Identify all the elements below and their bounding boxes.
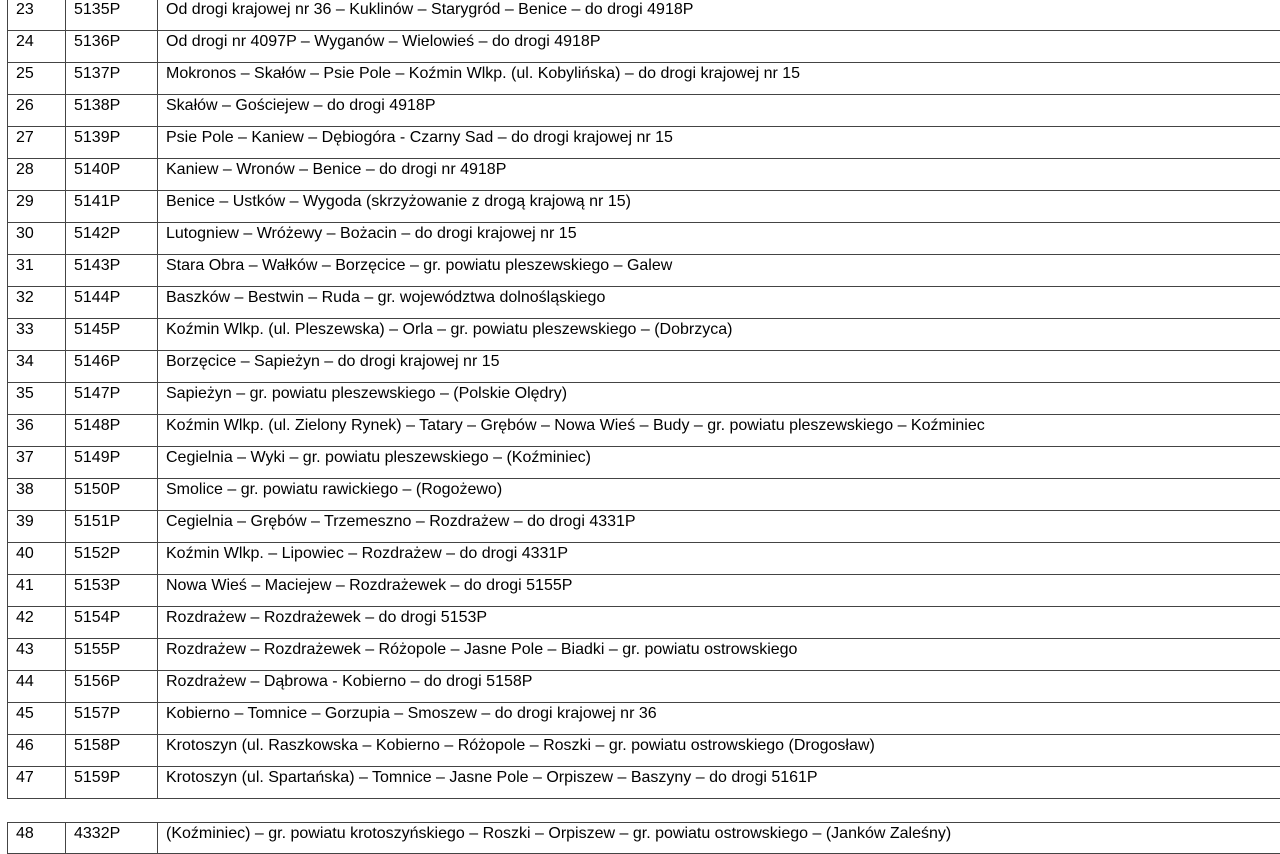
road-code: 5148P xyxy=(74,417,121,434)
road-route: Nowa Wieś – Maciejew – Rozdrażewek – do drogi 5155P xyxy=(166,577,573,594)
row-number-cell xyxy=(8,0,66,31)
road-code-cell xyxy=(66,703,158,735)
table-row xyxy=(8,607,1280,639)
road-route: Rozdrażew – Dąbrowa - Kobierno – do drogi 5158P xyxy=(166,673,533,690)
table-row xyxy=(8,671,1280,703)
row-number-cell xyxy=(8,127,66,159)
road-route-cell xyxy=(158,479,1280,511)
row-number-cell xyxy=(8,823,66,854)
table-row xyxy=(8,575,1280,607)
road-route-cell xyxy=(158,415,1280,447)
row-number-cell xyxy=(8,511,66,543)
road-code-cell xyxy=(66,255,158,287)
road-route: Skałów – Gościejew – do drogi 4918P xyxy=(166,97,436,114)
road-route-cell xyxy=(158,95,1280,127)
road-route: Koźmin Wlkp. – Lipowiec – Rozdrażew – do drogi 4331P xyxy=(166,545,568,562)
row-number-cell xyxy=(8,191,66,223)
road-route-cell xyxy=(158,63,1280,95)
road-route: Kobierno – Tomnice – Gorzupia – Smoszew – do drogi krajowej nr 36 xyxy=(166,705,657,722)
road-code-cell xyxy=(66,415,158,447)
road-code: 5146P xyxy=(74,353,121,370)
table-row xyxy=(8,351,1280,383)
row-number-cell xyxy=(8,383,66,415)
row-number: 48 xyxy=(16,825,34,842)
table-row xyxy=(8,543,1280,575)
road-code-cell xyxy=(66,511,158,543)
road-code: 5144P xyxy=(74,289,121,306)
road-code: 5157P xyxy=(74,705,121,722)
row-number: 24 xyxy=(16,33,34,50)
road-route: Krotoszyn (ul. Spartańska) – Tomnice – Jasne Pole – Orpiszew – Baszyny – do drogi 5161P xyxy=(166,769,818,786)
row-number: 40 xyxy=(16,545,34,562)
road-code-cell xyxy=(66,0,158,31)
road-code-cell xyxy=(66,575,158,607)
row-number: 26 xyxy=(16,97,34,114)
table-row xyxy=(8,383,1280,415)
row-number-cell xyxy=(8,607,66,639)
road-route: Psie Pole – Kaniew – Dębiogóra - Czarny Sad – do drogi krajowej nr 15 xyxy=(166,129,673,146)
road-route: Krotoszyn (ul. Raszkowska – Kobierno – Różopole – Roszki – gr. powiatu ostrowskiego (Drogosław) xyxy=(166,737,875,754)
road-code-cell xyxy=(66,127,158,159)
road-code-cell xyxy=(66,383,158,415)
row-number: 27 xyxy=(16,129,34,146)
road-route-cell xyxy=(158,543,1280,575)
row-number-cell xyxy=(8,543,66,575)
row-number-cell xyxy=(8,639,66,671)
road-route: Benice – Ustków – Wygoda (skrzyżowanie z drogą krajową nr 15) xyxy=(166,193,631,210)
road-code: 4332P xyxy=(74,825,121,842)
table-row xyxy=(8,479,1280,511)
row-number: 43 xyxy=(16,641,34,658)
road-route-cell xyxy=(158,287,1280,319)
row-number-cell xyxy=(8,31,66,63)
road-code: 5151P xyxy=(74,513,121,530)
row-number: 35 xyxy=(16,385,34,402)
table-row xyxy=(8,63,1280,95)
road-code: 5142P xyxy=(74,225,121,242)
road-code-cell xyxy=(66,351,158,383)
roads-table xyxy=(7,0,1280,799)
road-code: 5138P xyxy=(74,97,121,114)
road-route-cell xyxy=(158,703,1280,735)
row-number: 41 xyxy=(16,577,34,594)
row-number-cell xyxy=(8,767,66,799)
road-route-cell xyxy=(158,223,1280,255)
table-row xyxy=(8,95,1280,127)
road-route: Koźmin Wlkp. (ul. Zielony Rynek) – Tatary – Grębów – Nowa Wieś – Budy – gr. powiatu pleszewskiego – Koźminiec xyxy=(166,417,985,434)
table-row xyxy=(8,823,1280,854)
row-number-cell xyxy=(8,575,66,607)
road-route-cell xyxy=(158,671,1280,703)
row-number-cell xyxy=(8,671,66,703)
row-number-cell xyxy=(8,415,66,447)
row-number: 30 xyxy=(16,225,34,242)
road-code: 5137P xyxy=(74,65,121,82)
table-row xyxy=(8,287,1280,319)
road-route-cell xyxy=(158,767,1280,799)
row-number: 39 xyxy=(16,513,34,530)
table-row xyxy=(8,255,1280,287)
table-row xyxy=(8,511,1280,543)
road-route-cell xyxy=(158,127,1280,159)
row-number-cell xyxy=(8,255,66,287)
road-code-cell xyxy=(66,671,158,703)
road-code: 5143P xyxy=(74,257,121,274)
road-code: 5136P xyxy=(74,33,121,50)
road-code-cell xyxy=(66,319,158,351)
road-code-cell xyxy=(66,639,158,671)
road-route-cell xyxy=(158,639,1280,671)
road-code-cell xyxy=(66,159,158,191)
row-number: 38 xyxy=(16,481,34,498)
row-number-cell xyxy=(8,479,66,511)
road-code-cell xyxy=(66,95,158,127)
road-route-cell xyxy=(158,575,1280,607)
road-route-cell xyxy=(158,0,1280,31)
road-route-cell xyxy=(158,511,1280,543)
row-number: 25 xyxy=(16,65,34,82)
row-number: 47 xyxy=(16,769,34,786)
table-row xyxy=(8,767,1280,799)
road-route: Lutogniew – Wróżewy – Bożacin – do drogi krajowej nr 15 xyxy=(166,225,577,242)
road-route: Rozdrażew – Rozdrażewek – Różopole – Jasne Pole – Biadki – gr. powiatu ostrowskiego xyxy=(166,641,798,658)
row-number-cell xyxy=(8,95,66,127)
row-number: 37 xyxy=(16,449,34,466)
road-code-cell xyxy=(66,543,158,575)
row-number: 29 xyxy=(16,193,34,210)
road-route: Cegielnia – Grębów – Trzemeszno – Rozdrażew – do drogi 4331P xyxy=(166,513,636,530)
road-route-cell xyxy=(158,159,1280,191)
road-code: 5140P xyxy=(74,161,121,178)
road-code: 5159P xyxy=(74,769,121,786)
road-route: Smolice – gr. powiatu rawickiego – (Rogożewo) xyxy=(166,481,503,498)
table-row xyxy=(8,223,1280,255)
row-number-cell xyxy=(8,223,66,255)
road-code: 5135P xyxy=(74,1,121,18)
road-code: 5154P xyxy=(74,609,121,626)
road-code-cell xyxy=(66,479,158,511)
road-route-cell xyxy=(158,383,1280,415)
road-code-cell xyxy=(66,447,158,479)
road-route-cell xyxy=(158,255,1280,287)
road-code-cell xyxy=(66,735,158,767)
road-code: 5147P xyxy=(74,385,121,402)
road-code: 5149P xyxy=(74,449,121,466)
road-code-cell xyxy=(66,191,158,223)
row-number-cell xyxy=(8,159,66,191)
table-row xyxy=(8,415,1280,447)
road-route: Kaniew – Wronów – Benice – do drogi nr 4918P xyxy=(166,161,507,178)
row-number: 42 xyxy=(16,609,34,626)
road-route: Od drogi krajowej nr 36 – Kuklinów – Starygród – Benice – do drogi 4918P xyxy=(166,1,694,18)
road-code: 5139P xyxy=(74,129,121,146)
road-code-cell xyxy=(66,287,158,319)
row-number-cell xyxy=(8,735,66,767)
roads-table-section-2 xyxy=(7,822,1280,854)
road-route: (Koźminiec) – gr. powiatu krotoszyńskiego – Roszki – Orpiszew – gr. powiatu ostrowskiego – (Janków Zaleśny) xyxy=(166,825,952,842)
road-code: 5145P xyxy=(74,321,121,338)
table-row xyxy=(8,639,1280,671)
row-number-cell xyxy=(8,703,66,735)
road-code: 5158P xyxy=(74,737,121,754)
row-number: 46 xyxy=(16,737,34,754)
row-number: 28 xyxy=(16,161,34,178)
row-number: 44 xyxy=(16,673,34,690)
row-number-cell xyxy=(8,447,66,479)
road-code: 5150P xyxy=(74,481,121,498)
row-number: 32 xyxy=(16,289,34,306)
row-number-cell xyxy=(8,319,66,351)
road-route-cell xyxy=(158,607,1280,639)
table-row xyxy=(8,447,1280,479)
road-route-cell xyxy=(158,735,1280,767)
table-row xyxy=(8,735,1280,767)
row-number: 36 xyxy=(16,417,34,434)
road-route: Sapieżyn – gr. powiatu pleszewskiego – (Polskie Olędry) xyxy=(166,385,568,402)
row-number: 33 xyxy=(16,321,34,338)
road-route-cell xyxy=(158,31,1280,63)
row-number-cell xyxy=(8,351,66,383)
road-route: Stara Obra – Wałków – Borzęcice – gr. powiatu pleszewskiego – Galew xyxy=(166,257,673,274)
road-code-cell xyxy=(66,607,158,639)
road-code-cell xyxy=(66,823,158,854)
road-code: 5141P xyxy=(74,193,121,210)
road-route-cell xyxy=(158,319,1280,351)
table-row xyxy=(8,319,1280,351)
row-number-cell xyxy=(8,63,66,95)
road-route: Koźmin Wlkp. (ul. Pleszewska) – Orla – gr. powiatu pleszewskiego – (Dobrzyca) xyxy=(166,321,733,338)
road-route-cell xyxy=(158,191,1280,223)
table-row xyxy=(8,31,1280,63)
road-code: 5156P xyxy=(74,673,121,690)
row-number: 23 xyxy=(16,1,34,18)
table-row xyxy=(8,0,1280,31)
road-code-cell xyxy=(66,767,158,799)
table-row xyxy=(8,159,1280,191)
table-row xyxy=(8,703,1280,735)
road-code: 5153P xyxy=(74,577,121,594)
road-code-cell xyxy=(66,31,158,63)
row-number: 31 xyxy=(16,257,34,274)
road-code: 5155P xyxy=(74,641,121,658)
row-number: 34 xyxy=(16,353,34,370)
road-route: Od drogi nr 4097P – Wyganów – Wielowieś – do drogi 4918P xyxy=(166,33,601,50)
row-number-cell xyxy=(8,287,66,319)
road-route-cell xyxy=(158,351,1280,383)
road-route: Borzęcice – Sapieżyn – do drogi krajowej nr 15 xyxy=(166,353,500,370)
road-code-cell xyxy=(66,223,158,255)
road-route: Rozdrażew – Rozdrażewek – do drogi 5153P xyxy=(166,609,488,626)
table-row xyxy=(8,127,1280,159)
road-route-cell xyxy=(158,823,1280,854)
row-number: 45 xyxy=(16,705,34,722)
road-route: Baszków – Bestwin – Ruda – gr. województwa dolnośląskiego xyxy=(166,289,606,306)
road-route: Cegielnia – Wyki – gr. powiatu pleszewskiego – (Koźminiec) xyxy=(166,449,591,466)
road-route: Mokronos – Skałów – Psie Pole – Koźmin Wlkp. (ul. Kobylińska) – do drogi krajowej nr 15 xyxy=(166,65,801,82)
table-row xyxy=(8,191,1280,223)
road-route-cell xyxy=(158,447,1280,479)
road-code: 5152P xyxy=(74,545,121,562)
road-code-cell xyxy=(66,63,158,95)
